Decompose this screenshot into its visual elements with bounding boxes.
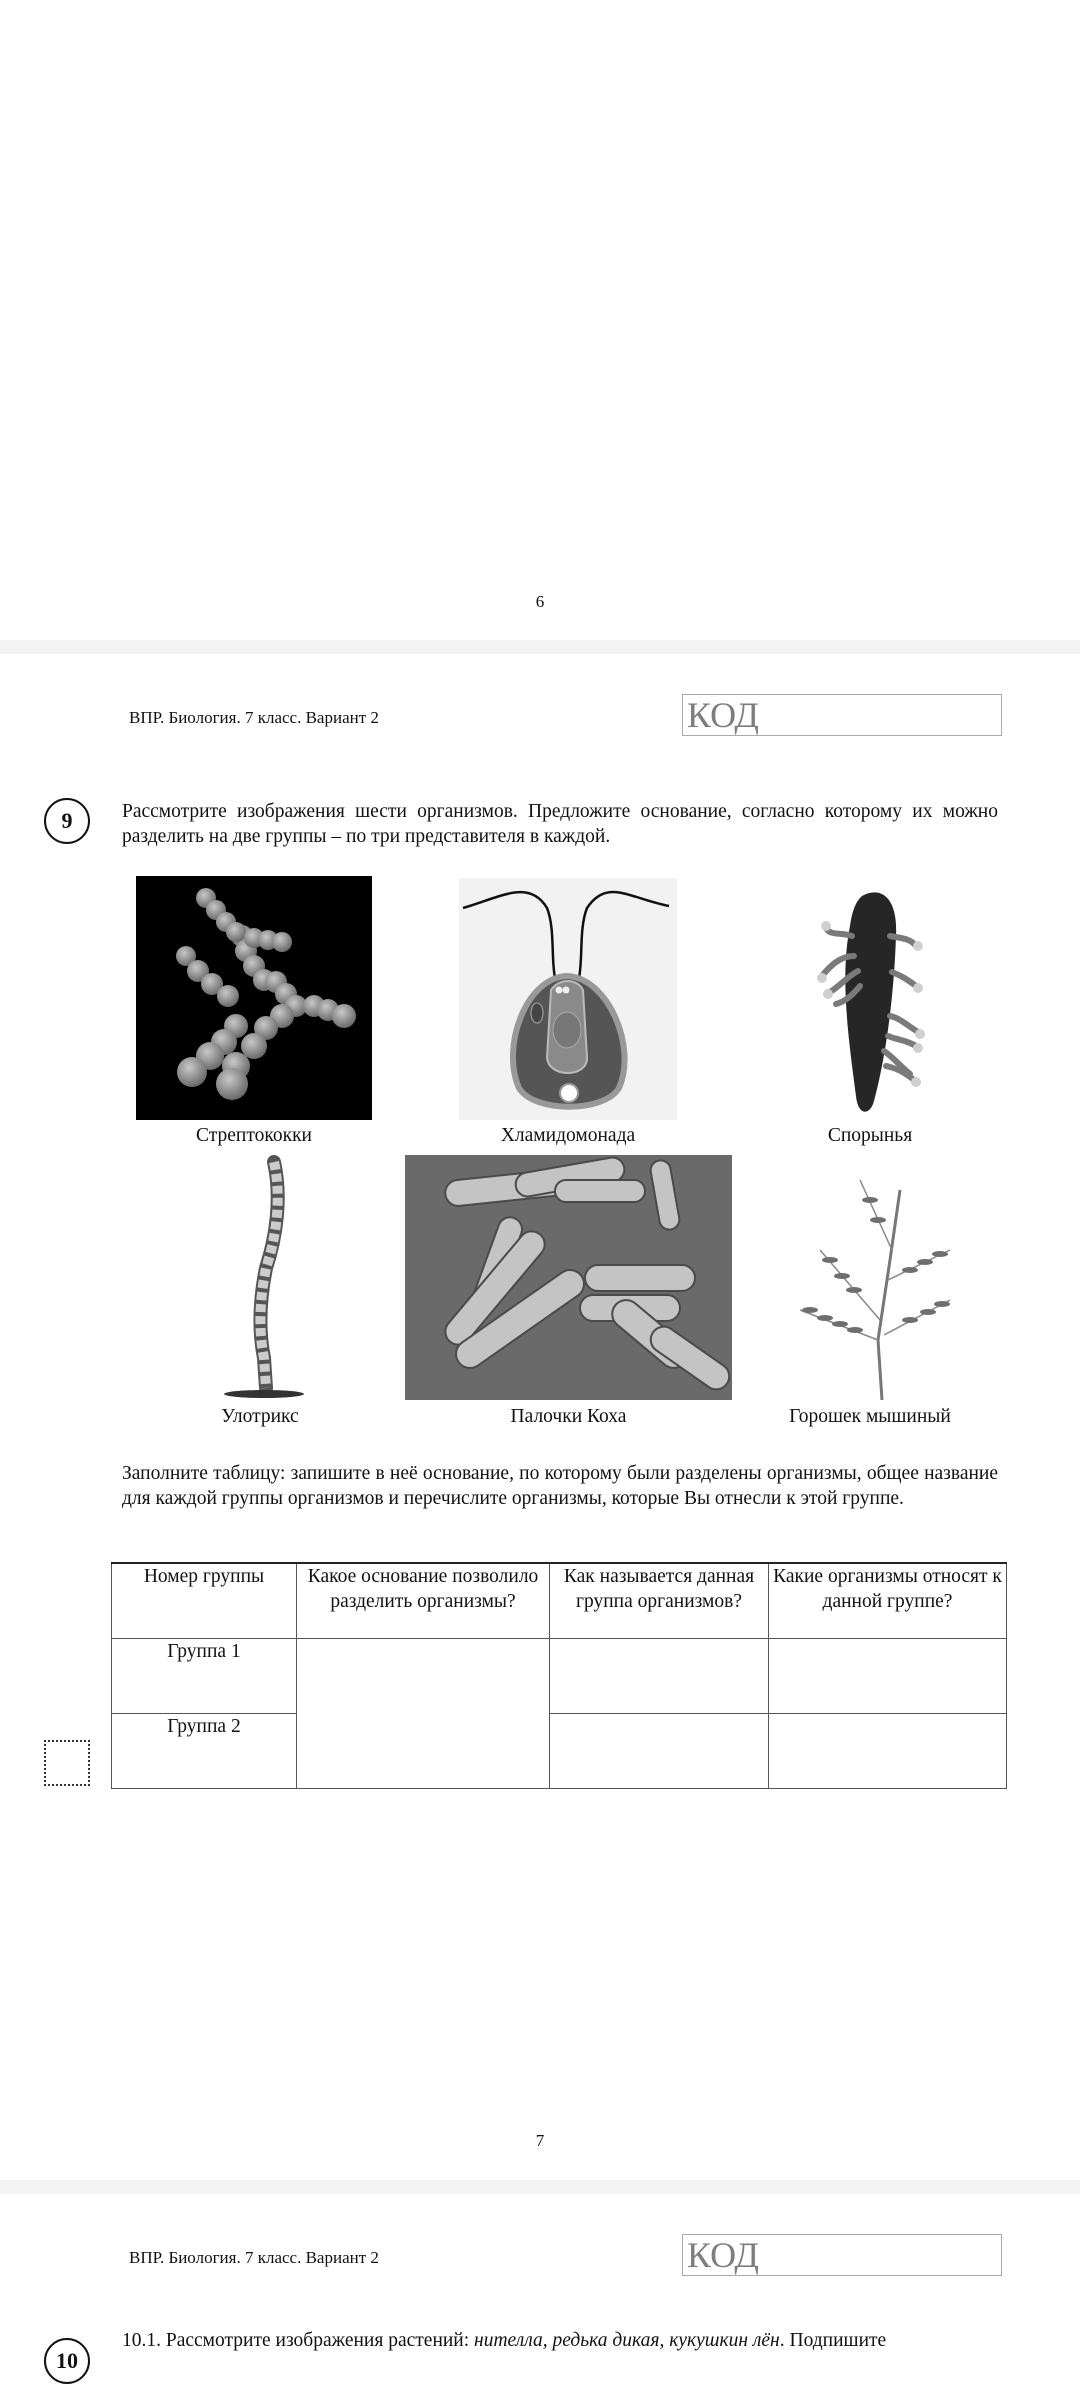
organism-caption: Улотрикс xyxy=(221,1406,299,1427)
question-prompt: Рассмотрите изображения шести организмов. Предложите основание, согласно которому их можно разделить на две группы – по три представителя в каждой. xyxy=(122,801,998,847)
table-row xyxy=(112,1714,1007,1789)
page-number-6: 6 xyxy=(535,592,545,611)
organisms-answer-cell[interactable] xyxy=(769,1714,1007,1789)
group-name-answer-cell[interactable] xyxy=(550,1639,769,1714)
question10-clip xyxy=(0,2330,1080,2373)
koch-bacilli-image xyxy=(405,1155,732,1400)
document-header-title: ВПР. Биология. 7 класс. Вариант 2 xyxy=(129,708,379,727)
answer-table xyxy=(111,1562,1007,1789)
header-group-name: Как называется данная группа организмов? xyxy=(550,1563,769,1639)
vetch-image xyxy=(780,1160,960,1400)
group-label: Группа 1 xyxy=(112,1639,297,1714)
header-group-number: Номер группы xyxy=(112,1563,297,1639)
code-box[interactable] xyxy=(682,694,1002,736)
ulothrix-image xyxy=(200,1158,320,1398)
streptococci-image xyxy=(136,876,372,1120)
table-header-row xyxy=(112,1563,1007,1639)
question-number-badge: 9 xyxy=(44,798,90,844)
code-label: КОД xyxy=(687,695,759,735)
header-basis: Какое основание позволило разделить организмы? xyxy=(297,1563,550,1639)
header-organisms: Какие организмы относят к данной группе? xyxy=(769,1563,1007,1639)
code-box[interactable] xyxy=(682,2234,1002,2276)
score-box[interactable] xyxy=(44,1740,90,1786)
question-number-badge: 10 xyxy=(44,2338,90,2384)
organism-caption: Горошек мышиный xyxy=(789,1406,951,1427)
table-instruction: Заполните таблицу: запишите в неё основание, по которому были разделены организмы, общее название для каждой группы организмов и перечислите организмы, которые Вы отнесли к этой группе. xyxy=(122,1463,998,1509)
group-name-answer-cell[interactable] xyxy=(550,1714,769,1789)
organism-caption: Хламидомонада xyxy=(500,1125,636,1146)
organisms-answer-cell[interactable] xyxy=(769,1639,1007,1714)
chlamydomonas-image xyxy=(459,878,677,1120)
document-header-title: ВПР. Биология. 7 класс. Вариант 2 xyxy=(129,2248,379,2267)
page-separator xyxy=(0,640,1080,654)
group-label: Группа 2 xyxy=(112,1714,297,1789)
ergot-image xyxy=(800,876,940,1122)
organism-caption: Спорынья xyxy=(827,1125,913,1146)
organism-caption: Стрептококки xyxy=(196,1125,312,1146)
table-row xyxy=(112,1639,1007,1714)
question-prompt: 10.1. Рассмотрите изображения растений: нителла, редька дикая, кукушкин лён. Подпишите xyxy=(122,2330,887,2351)
page-number-7: 7 xyxy=(535,2131,545,2150)
page-separator xyxy=(0,2180,1080,2194)
basis-answer-cell[interactable] xyxy=(297,1639,550,1789)
code-label: КОД xyxy=(687,2235,759,2275)
organism-caption: Палочки Коха xyxy=(510,1406,627,1427)
